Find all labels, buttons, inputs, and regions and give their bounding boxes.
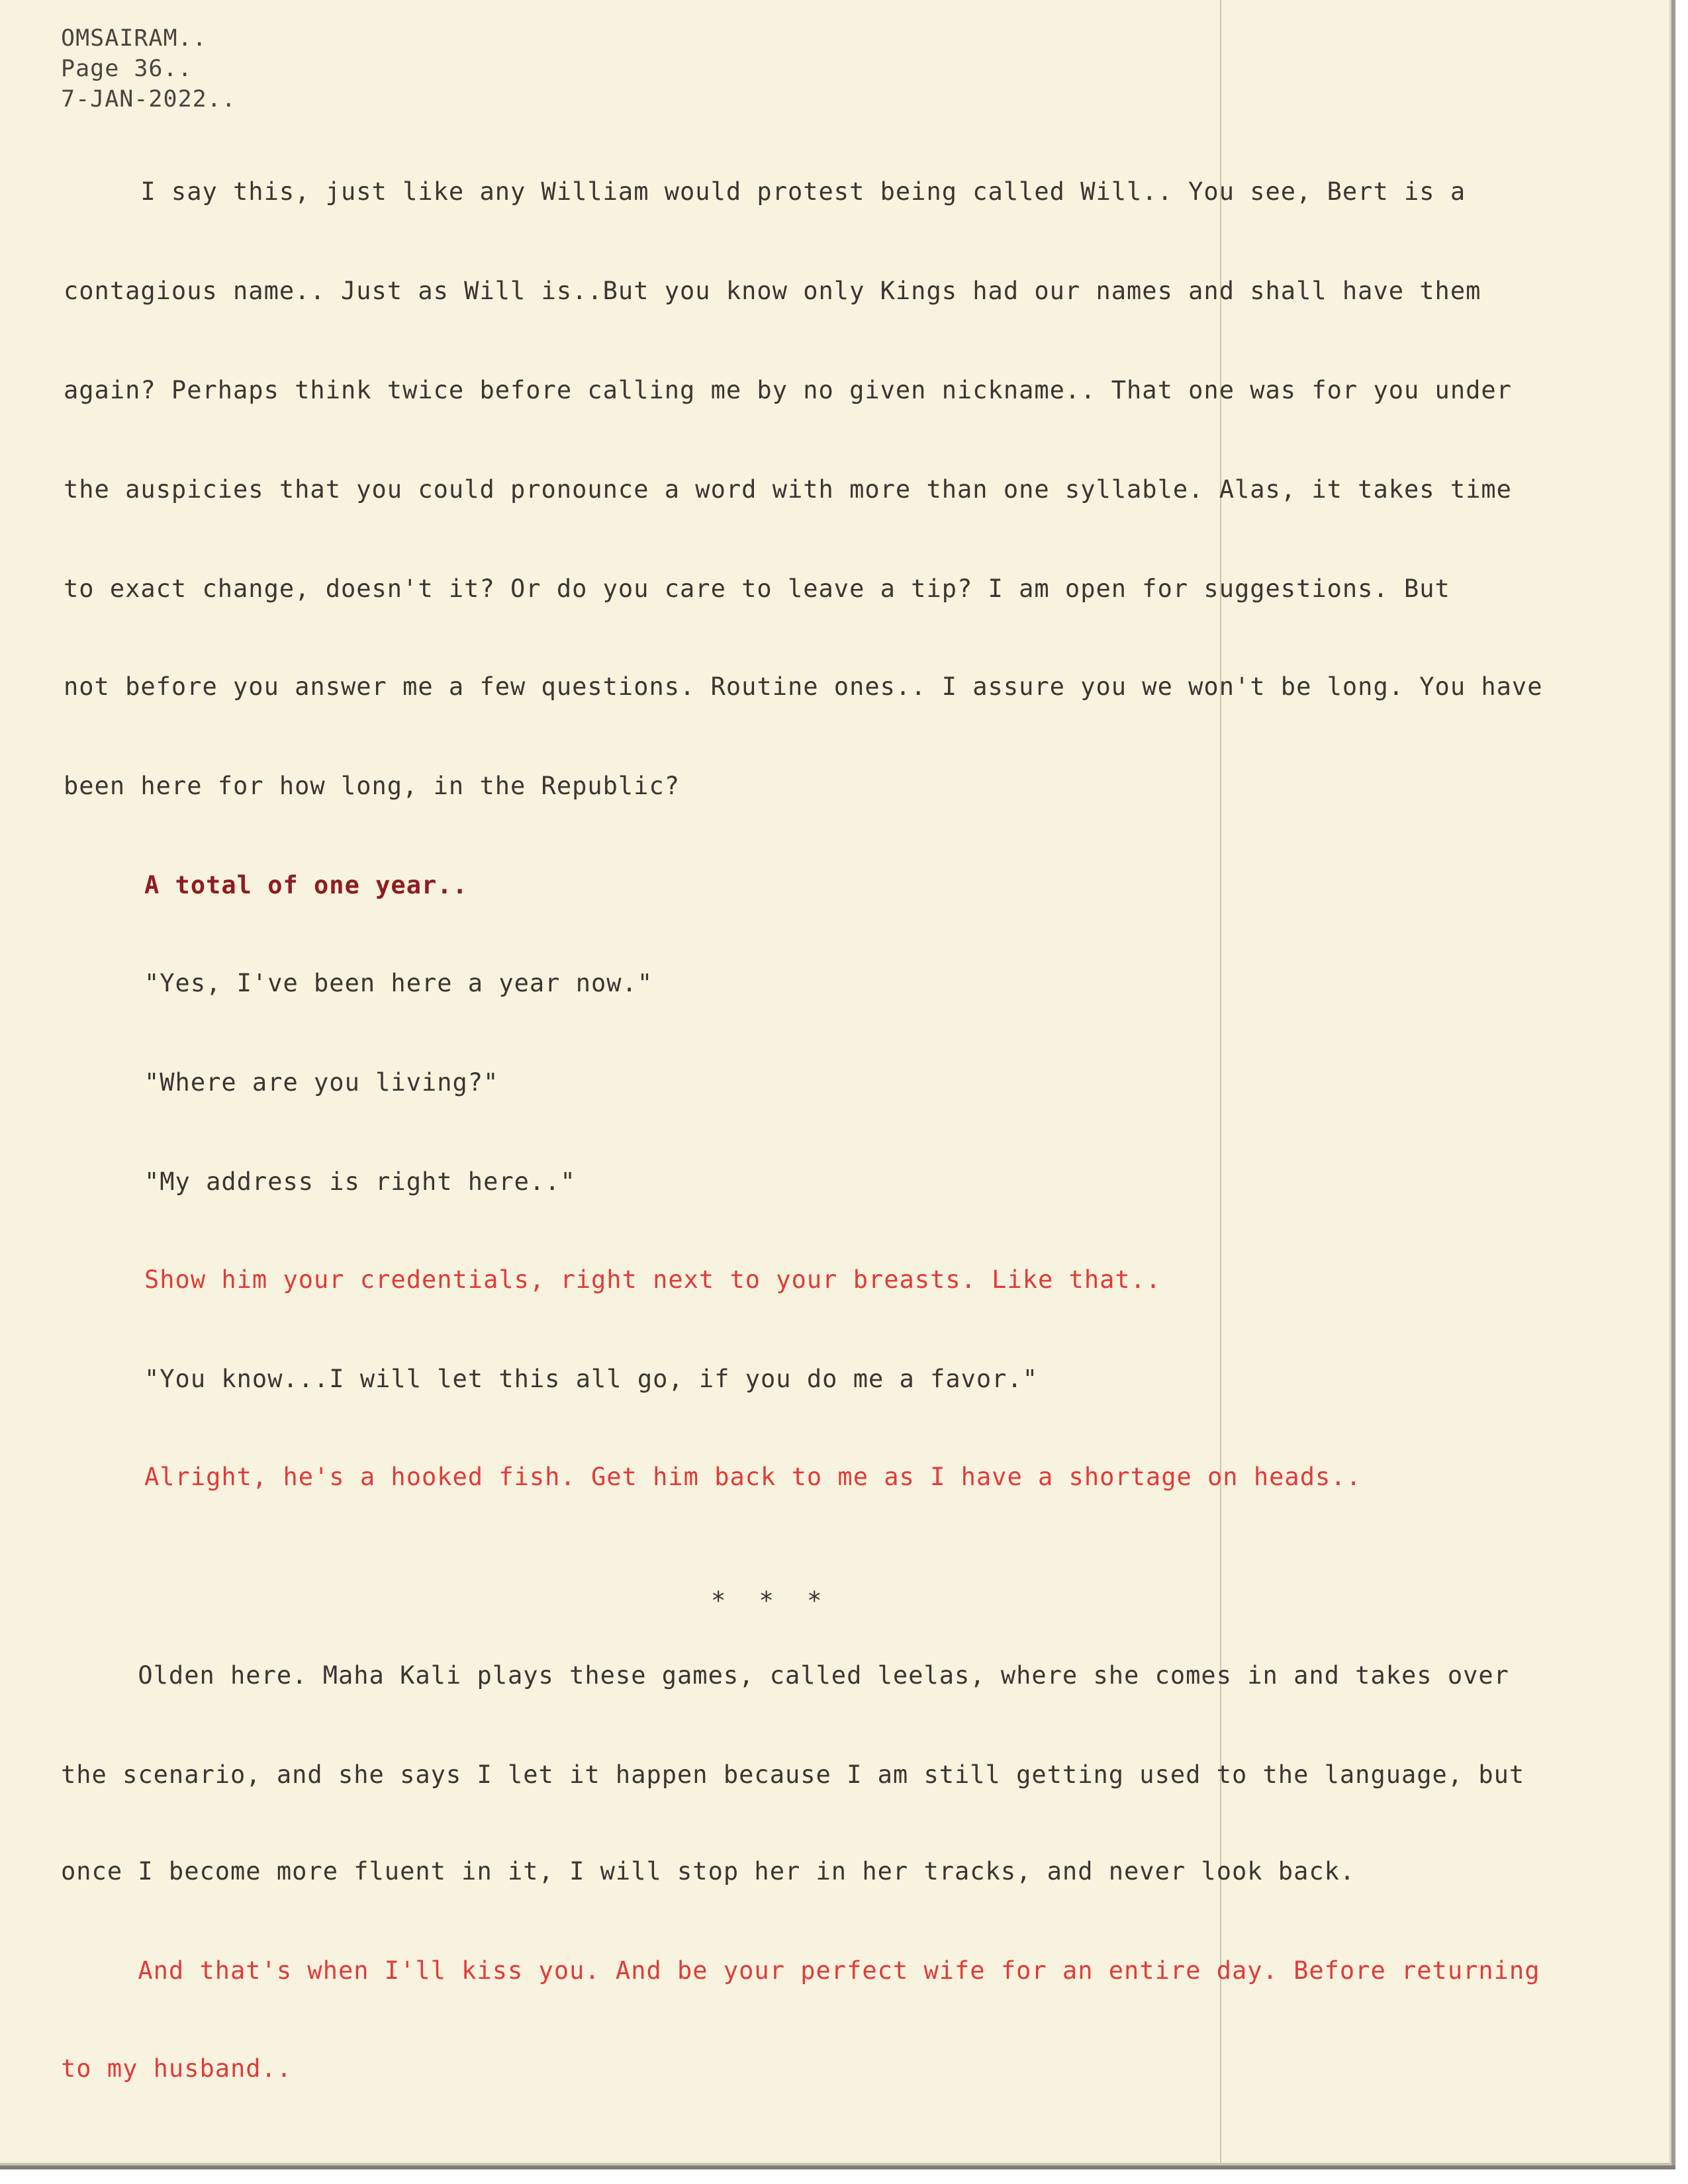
paragraph-line: contagious name.. Just as Will is..But you know only Kings had our names and shall have them [64,277,1481,305]
paragraph-line: once I become more fluent in it, I will stop her in her tracks, and never look back. [61,1857,1356,1886]
dialogue-line-dark-red: A total of one year.. [144,871,468,899]
section-separator: * * * [711,1586,831,1615]
paragraph-line: to exact change, doesn't it? Or do you care to leave a tip? I am open for suggestions. But [64,574,1450,603]
paragraph-line-red: And that's when I'll kiss you. And be your perfect wife for an entire day. Before returning [61,1956,1540,1985]
dialogue-line-red: Alright, he's a hooked fish. Get him back to me as I have a shortage on heads.. [144,1463,1362,1491]
fold-line [1220,0,1221,2163]
header-page-number: Page 36.. [61,56,193,82]
paragraph-line-red: to my husband.. [61,2054,293,2083]
paragraph-line: Olden here. Maha Kali plays these games, called leelas, where she comes in and takes over [61,1661,1509,1690]
paragraph-line: I say this, just like any William would protest being called Will.. You see, Bert is a [64,177,1466,206]
paragraph-line: been here for how long, in the Republic? [64,772,680,800]
page-edge-shadow [1671,0,1675,2165]
dialogue-line-red: Show him your credentials, right next to your breasts. Like that.. [144,1265,1162,1294]
header-date: 7-JAN-2022.. [61,86,236,113]
dialogue-line: "You know...I will let this all go, if you do me a favor." [144,1365,1039,1393]
paragraph-line: the scenario, and she says I let it happen because I am still getting used to the language, but [61,1760,1525,1789]
dialogue-line: "Yes, I've been here a year now." [144,969,653,997]
paragraph-line: the auspicies that you could pronounce a word with more than one syllable. Alas, it takes time [64,475,1512,504]
paragraph-line: again? Perhaps think twice before calling me by no given nickname.. That one was for you under [64,376,1512,404]
dialogue-line: "My address is right here.." [144,1167,576,1196]
header-title: OMSAIRAM.. [61,25,207,52]
paragraph-line: not before you answer me a few questions. Routine ones.. I assure you we won't be long. You have [64,672,1543,701]
dialogue-line: "Where are you living?" [144,1068,499,1097]
page-bottom-shadow [0,2165,1675,2169]
